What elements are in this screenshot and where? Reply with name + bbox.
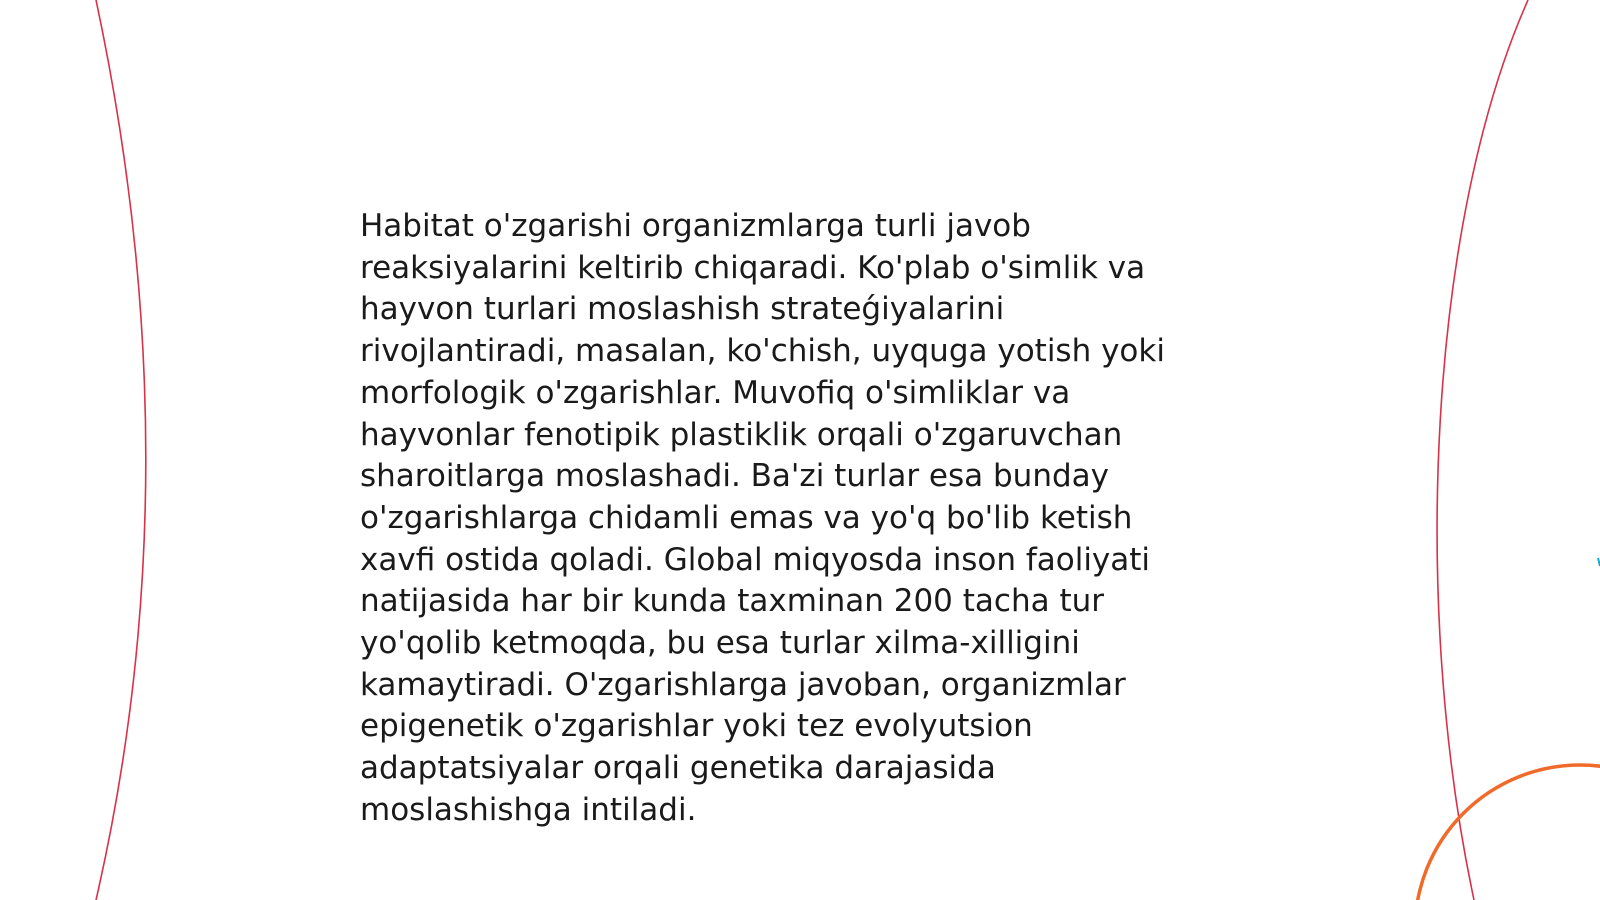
paragraph-line: natijasida har bir kunda taxminan 200 tacha tur (360, 583, 1104, 620)
paragraph-line: kamaytiradi. O'zgarishlarga javoban, organizmlar (360, 666, 1126, 703)
right-curve-line (1437, 0, 1528, 900)
paragraph-line: o'zgarishlarga chidamli emas va yo'q bo'lib ketish (360, 499, 1133, 536)
paragraph-line: Habitat o'zgarishi organizmlarga turli javob (360, 208, 1031, 244)
paragraph-line: morfologik o'zgarishlar. Muvofiq o'simliklar va (360, 374, 1071, 411)
left-curve-line (96, 0, 146, 900)
orange-arc (1415, 765, 1600, 900)
paragraph-line: xavfi ostida qoladi. Global miqyosda inson faoliyati (360, 541, 1151, 578)
paragraph-line: rivojlantiradi, masalan, ko'chish, uyquga yotish yoki (360, 333, 1165, 370)
paragraph-line: reaksiyalarini keltirib chiqaradi. Ko'plab o'simlik va (360, 249, 1146, 286)
paragraph-line: hayvon turlari moslashish strateǵiyalarini (360, 291, 1005, 328)
paragraph-line: hayvonlar fenotipik plastiklik orqali o'zgaruvchan (360, 416, 1123, 453)
paragraph-line: moslashishga intiladi. (360, 791, 697, 828)
paragraph-line: epigenetik o'zgarishlar yoki tez evolyutsion (360, 708, 1033, 745)
body-paragraph (360, 206, 1220, 832)
paragraph-line: yo'qolib ketmoqda, bu esa turlar xilma-xilligini (360, 625, 1080, 662)
paragraph-line: adaptatsiyalar orqali genetika darajasida (360, 750, 996, 787)
paragraph-line: sharoitlarga moslashadi. Ba'zi turlar esa bunday (360, 458, 1109, 495)
